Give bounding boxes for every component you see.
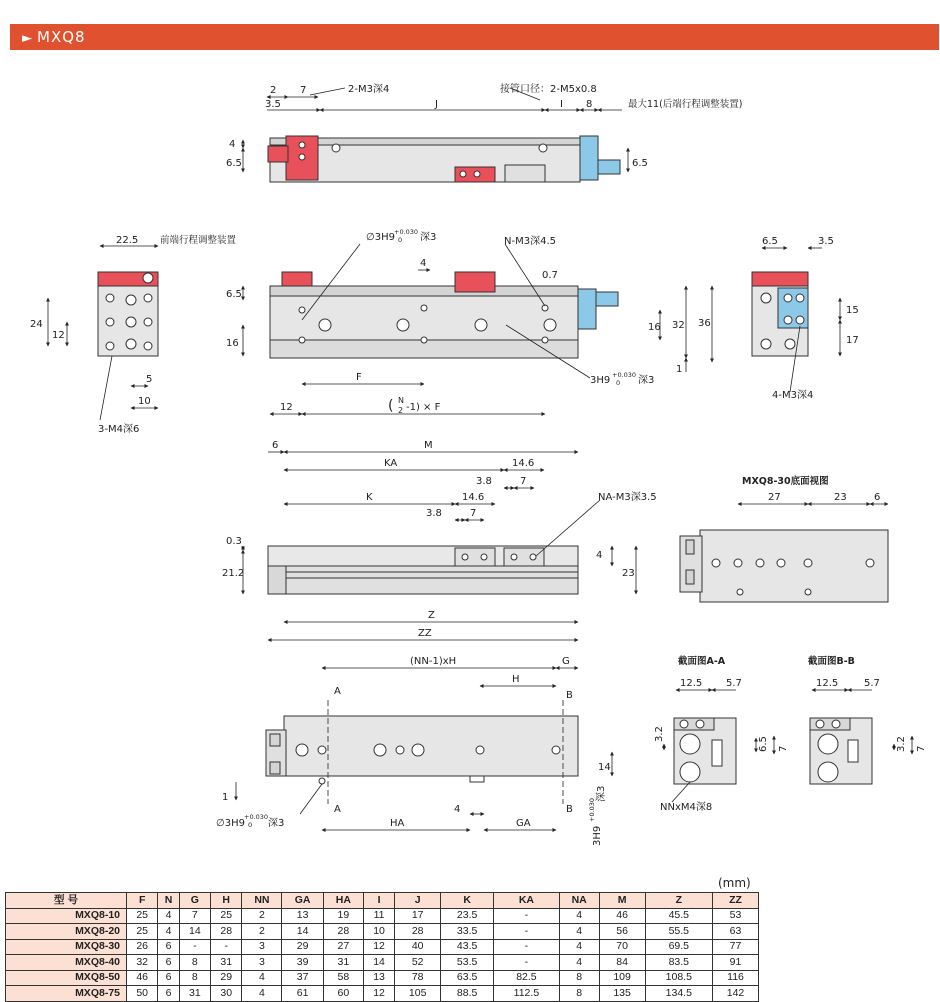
svg-text:N-M3深4.5: N-M3深4.5	[504, 236, 556, 247]
svg-text:K: K	[366, 492, 373, 503]
svg-text:前端行程调整装置: 前端行程调整装置	[160, 235, 237, 246]
table-cell: 63	[713, 924, 759, 940]
table-cell: 78	[395, 970, 441, 986]
table-cell: 39	[282, 955, 323, 971]
svg-text:I: I	[560, 99, 563, 110]
spec-table	[5, 892, 759, 1002]
table-cell: 108.5	[645, 970, 713, 986]
svg-text:5: 5	[146, 374, 153, 385]
table-cell: 50	[127, 986, 158, 1002]
table-cell: 17	[395, 908, 441, 924]
table-cell: 19	[323, 908, 363, 924]
table-header-cell: F	[127, 893, 158, 909]
table-cell: 14	[363, 955, 394, 971]
table-cell: 88.5	[441, 986, 494, 1002]
table-cell: 56	[599, 924, 645, 940]
table-cell: 30	[211, 986, 242, 1002]
table-header-cell: H	[211, 893, 242, 909]
svg-text:-1) × F: -1) × F	[406, 402, 441, 413]
svg-text:4: 4	[420, 258, 427, 269]
svg-text:深3: 深3	[596, 785, 607, 802]
table-header-cell: K	[441, 893, 494, 909]
svg-text:2-M3深4: 2-M3深4	[348, 84, 390, 95]
model-cell: MXQ8-40	[6, 955, 127, 971]
section-aa	[674, 718, 736, 784]
table-cell: 6	[158, 970, 179, 986]
svg-text:23: 23	[622, 568, 635, 579]
table-cell: 52	[395, 955, 441, 971]
table-cell: 134.5	[645, 986, 713, 1002]
svg-text:J: J	[435, 99, 438, 110]
svg-text:5.7: 5.7	[864, 678, 880, 689]
svg-text:∅3H9: ∅3H9	[216, 818, 245, 829]
svg-text:36: 36	[698, 318, 711, 329]
table-cell: 28	[395, 924, 441, 940]
table-cell: 4	[242, 986, 282, 1002]
svg-text:12: 12	[52, 330, 65, 341]
main-side-view	[270, 272, 618, 358]
table-row	[6, 955, 759, 971]
table-cell: 135	[599, 986, 645, 1002]
svg-text:32: 32	[672, 320, 685, 331]
svg-text:16: 16	[226, 338, 239, 349]
svg-text:6: 6	[874, 492, 881, 503]
table-cell: 31	[211, 955, 242, 971]
svg-text:3H9: 3H9	[592, 825, 603, 846]
table-cell: 13	[282, 908, 323, 924]
svg-text:6: 6	[272, 440, 279, 451]
table-header-cell: ZZ	[713, 893, 759, 909]
table-cell: 6	[158, 955, 179, 971]
table-cell: 32	[127, 955, 158, 971]
table-cell: 28	[211, 924, 242, 940]
svg-text:3.2: 3.2	[896, 736, 907, 752]
svg-text:15: 15	[846, 305, 859, 316]
model-cell: MXQ8-10	[6, 908, 127, 924]
table-header-cell: I	[363, 893, 394, 909]
svg-text:7: 7	[470, 508, 477, 519]
svg-text:6.5: 6.5	[226, 158, 242, 169]
table-cell: 2	[242, 908, 282, 924]
table-cell: 4	[559, 955, 599, 971]
triangle-icon: ►	[22, 31, 33, 46]
table-cell: 2	[242, 924, 282, 940]
table-header-cell: J	[395, 893, 441, 909]
table-header-cell: NN	[242, 893, 282, 909]
table-cell: 4	[559, 939, 599, 955]
table-cell: -	[494, 908, 560, 924]
table-cell: 13	[363, 970, 394, 986]
table-body	[6, 908, 759, 1001]
table-header-cell: Z	[645, 893, 713, 909]
svg-text:+0.030: +0.030	[394, 228, 419, 236]
table-header-cell: G	[179, 893, 210, 909]
table-cell: 8	[559, 986, 599, 1002]
table-header-cell: NA	[559, 893, 599, 909]
bottom-view-text	[742, 475, 880, 503]
table-header-row	[6, 893, 759, 909]
svg-text:3.2: 3.2	[654, 726, 665, 742]
svg-text:F: F	[356, 372, 362, 383]
table-cell: 63.5	[441, 970, 494, 986]
svg-text:B: B	[566, 804, 573, 815]
table-header-cell: 型 号	[6, 893, 127, 909]
svg-text:GA: GA	[516, 818, 531, 829]
svg-text:N: N	[398, 396, 404, 405]
svg-text:3.8: 3.8	[426, 508, 442, 519]
front-view	[268, 546, 578, 594]
svg-text:7: 7	[520, 476, 527, 487]
table-cell: 43.5	[441, 939, 494, 955]
svg-text:12.5: 12.5	[680, 678, 703, 689]
svg-text:6.5: 6.5	[632, 158, 648, 169]
table-cell: 55.5	[645, 924, 713, 940]
svg-text:NNxM4深8: NNxM4深8	[660, 802, 713, 813]
section-bb	[810, 718, 872, 784]
table-cell: 10	[363, 924, 394, 940]
table-cell: 27	[323, 939, 363, 955]
table-row	[6, 939, 759, 955]
svg-text:截面图A-A: 截面图A-A	[678, 656, 726, 667]
svg-text:4: 4	[229, 139, 236, 150]
svg-text:0.7: 0.7	[542, 270, 558, 281]
svg-text:0.3: 0.3	[226, 536, 242, 547]
svg-text:10: 10	[138, 396, 151, 407]
table-cell: 45.5	[645, 908, 713, 924]
table-cell: 14	[282, 924, 323, 940]
table-cell: 46	[599, 908, 645, 924]
svg-text:4: 4	[596, 550, 603, 561]
svg-text:2: 2	[398, 406, 404, 415]
table-cell: 8	[559, 970, 599, 986]
svg-text:M: M	[424, 440, 433, 451]
svg-text:1: 1	[676, 364, 683, 375]
model-cell: MXQ8-20	[6, 924, 127, 940]
svg-text:7: 7	[916, 745, 927, 752]
svg-text:深3: 深3	[638, 375, 655, 386]
table-cell: 23.5	[441, 908, 494, 924]
svg-text:截面图B-B: 截面图B-B	[808, 656, 855, 667]
model-title: MXQ8	[37, 28, 86, 46]
table-cell: 3	[242, 955, 282, 971]
table-cell: 25	[127, 924, 158, 940]
table-cell: 6	[158, 986, 179, 1002]
svg-text:深3: 深3	[268, 818, 285, 829]
svg-text:3.5: 3.5	[818, 236, 834, 247]
table-row	[6, 908, 759, 924]
table-cell: 116	[713, 970, 759, 986]
table-cell: 12	[363, 986, 394, 1002]
table-cell: 8	[179, 970, 210, 986]
table-cell: 53	[713, 908, 759, 924]
svg-text:6.5: 6.5	[762, 236, 778, 247]
table-row	[6, 986, 759, 1002]
svg-text:MXQ8-30底面视图: MXQ8-30底面视图	[742, 476, 829, 487]
table-cell: 77	[713, 939, 759, 955]
table-cell: 29	[211, 970, 242, 986]
svg-text:0: 0	[248, 821, 253, 829]
table-cell: 46	[127, 970, 158, 986]
svg-text:7: 7	[778, 745, 789, 752]
table-cell: 91	[713, 955, 759, 971]
table-cell: 83.5	[645, 955, 713, 971]
svg-text:Z: Z	[428, 610, 435, 621]
table-cell: 84	[599, 955, 645, 971]
svg-text:∅3H9: ∅3H9	[366, 232, 395, 243]
svg-text:接管口径：2-M5x0.8: 接管口径：2-M5x0.8	[500, 84, 597, 95]
table-cell: 26	[127, 939, 158, 955]
table-cell: 105	[395, 986, 441, 1002]
table-cell: 8	[179, 955, 210, 971]
table-header-cell: HA	[323, 893, 363, 909]
table-cell: 29	[282, 939, 323, 955]
table-cell: -	[211, 939, 242, 955]
table-cell: -	[494, 924, 560, 940]
table-cell: 60	[323, 986, 363, 1002]
table-cell: 61	[282, 986, 323, 1002]
table-cell: 4	[559, 908, 599, 924]
table-row	[6, 970, 759, 986]
table-cell: 4	[158, 908, 179, 924]
svg-text:3H9: 3H9	[590, 375, 611, 386]
table-cell: 142	[713, 986, 759, 1002]
svg-text:0: 0	[398, 236, 403, 244]
svg-text:3-M4深6: 3-M4深6	[98, 424, 140, 435]
table-cell: 4	[158, 924, 179, 940]
table-cell: 3	[242, 939, 282, 955]
table-cell: 109	[599, 970, 645, 986]
table-row	[6, 924, 759, 940]
table-header-cell: M	[599, 893, 645, 909]
svg-text:+0.030: +0.030	[244, 813, 269, 821]
table-cell: -	[494, 955, 560, 971]
svg-text:7: 7	[300, 85, 307, 96]
svg-text:(: (	[388, 398, 394, 414]
svg-text:14.6: 14.6	[462, 492, 485, 503]
svg-text:HA: HA	[390, 818, 405, 829]
svg-text:24: 24	[30, 319, 43, 330]
svg-text:+0.030: +0.030	[612, 371, 637, 379]
table-cell: 14	[179, 924, 210, 940]
table-cell: 7	[179, 908, 210, 924]
table-cell: 37	[282, 970, 323, 986]
table-cell: 82.5	[494, 970, 560, 986]
right-end-view	[752, 272, 808, 356]
table-cell: 40	[395, 939, 441, 955]
table-header-cell: KA	[494, 893, 560, 909]
svg-text:22.5: 22.5	[116, 235, 139, 246]
bottom-view	[680, 530, 888, 602]
table-cell: 53.5	[441, 955, 494, 971]
mount-view	[266, 716, 578, 784]
left-end-view	[98, 272, 158, 356]
unit-label: (mm)	[718, 876, 751, 890]
svg-text:1: 1	[222, 792, 229, 803]
table-cell: 6	[158, 939, 179, 955]
svg-text:KA: KA	[384, 458, 398, 469]
svg-text:8: 8	[586, 99, 593, 110]
svg-text:A: A	[334, 686, 341, 697]
svg-text:5.7: 5.7	[726, 678, 742, 689]
table-cell: 25	[127, 908, 158, 924]
svg-text:6.5: 6.5	[758, 736, 769, 752]
svg-text:2: 2	[270, 85, 277, 96]
svg-text:23: 23	[834, 492, 847, 503]
table-cell: 58	[323, 970, 363, 986]
table-cell: 11	[363, 908, 394, 924]
svg-text:4: 4	[454, 804, 461, 815]
svg-text:21.2: 21.2	[222, 568, 245, 579]
table-header-cell: GA	[282, 893, 323, 909]
table-cell: 4	[242, 970, 282, 986]
svg-text:0: 0	[616, 379, 621, 387]
table-cell: 33.5	[441, 924, 494, 940]
table-cell: 4	[559, 924, 599, 940]
svg-text:G: G	[562, 656, 570, 667]
table-cell: -	[494, 939, 560, 955]
svg-text:A: A	[334, 804, 341, 815]
svg-text:16: 16	[648, 322, 661, 333]
svg-text:H: H	[512, 674, 520, 685]
model-cell: MXQ8-75	[6, 986, 127, 1002]
table-cell: -	[179, 939, 210, 955]
svg-text:深3: 深3	[420, 232, 437, 243]
svg-text:3.5: 3.5	[265, 99, 281, 110]
table-cell: 69.5	[645, 939, 713, 955]
top-view	[268, 136, 620, 182]
svg-text:+0.030: +0.030	[588, 797, 596, 822]
svg-text:NA-M3深3.5: NA-M3深3.5	[598, 492, 657, 503]
table-cell: 31	[323, 955, 363, 971]
table-cell: 12	[363, 939, 394, 955]
svg-text:B: B	[566, 690, 573, 701]
table-cell: 70	[599, 939, 645, 955]
table-cell: 112.5	[494, 986, 560, 1002]
table-cell: 28	[323, 924, 363, 940]
model-cell: MXQ8-50	[6, 970, 127, 986]
svg-text:3.8: 3.8	[476, 476, 492, 487]
svg-text:12: 12	[280, 402, 293, 413]
svg-text:最大11(后端行程调整装置): 最大11(后端行程调整装置)	[628, 99, 743, 110]
table-cell: 31	[179, 986, 210, 1002]
svg-text:12.5: 12.5	[816, 678, 839, 689]
svg-text:17: 17	[846, 335, 859, 346]
model-cell: MXQ8-30	[6, 939, 127, 955]
table-header-cell: N	[158, 893, 179, 909]
svg-text:14: 14	[598, 762, 611, 773]
svg-text:(NN-1)xH: (NN-1)xH	[410, 656, 457, 667]
svg-text:ZZ: ZZ	[418, 628, 432, 639]
svg-text:27: 27	[768, 492, 781, 503]
svg-text:14.6: 14.6	[512, 458, 535, 469]
svg-text:4-M3深4: 4-M3深4	[772, 390, 814, 401]
table-cell: 25	[211, 908, 242, 924]
svg-text:6.5: 6.5	[226, 289, 242, 300]
